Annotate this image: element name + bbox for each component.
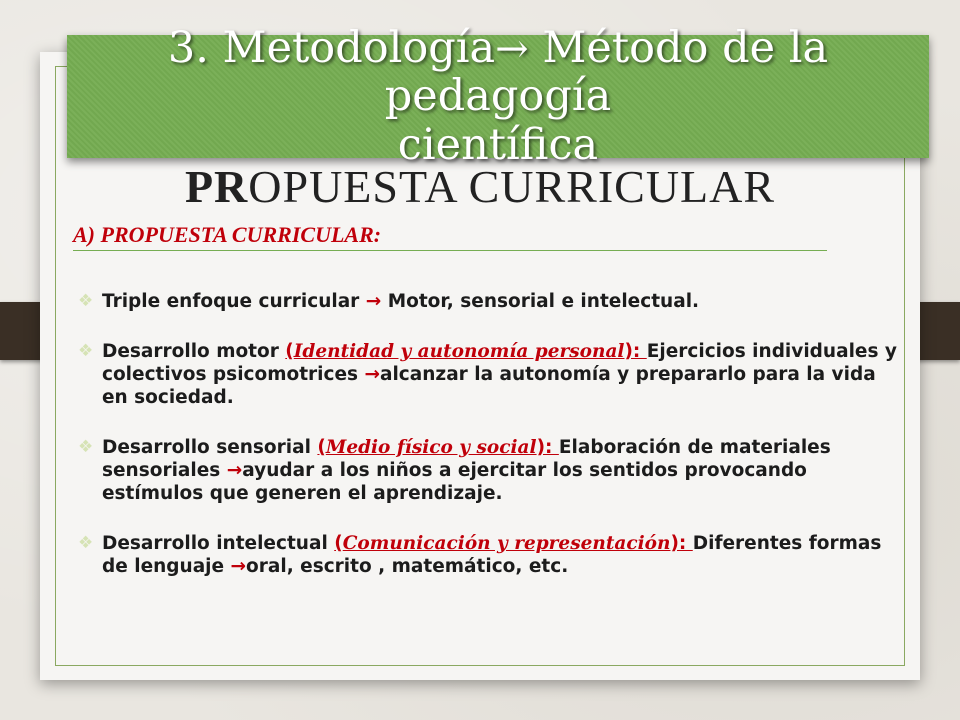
bullet-text — [102, 436, 898, 505]
diamond-bullet-icon: ❖ — [78, 437, 94, 457]
diamond-bullet-icon: ❖ — [78, 291, 94, 311]
bullet-text — [102, 340, 898, 409]
bullet-post: alcanzar la autonomía y prepararlo para la vida en sociedad. — [102, 364, 876, 408]
bullet-pre: Desarrollo sensorial — [102, 437, 318, 458]
bullet-mid: Ejercicios individuales y colectivos psicomotrices — [102, 341, 897, 385]
title-line-1 — [67, 24, 929, 120]
bullet-post: ayudar a los niños a ejercitar los sentidos provocando estímulos que generen el aprendizaje. — [102, 460, 807, 504]
diamond-bullet-icon: ❖ — [78, 533, 94, 553]
arrow-icon: → — [226, 460, 243, 481]
bullet-area-label: Medio físico y social — [325, 437, 537, 458]
bullet-area-label: Comunicación y representación — [342, 533, 671, 554]
bullet-paren-close: ): — [624, 341, 647, 362]
bullet-paren-open: ( — [285, 341, 294, 362]
bullet-item — [78, 436, 898, 505]
bullet-text — [102, 290, 898, 313]
title-arrow-icon: → — [495, 26, 529, 73]
title-text-b: Método de la pedagogía — [384, 23, 829, 122]
bullet-post: oral, escrito , matemático, etc. — [246, 556, 569, 577]
bullet-item — [78, 290, 898, 313]
section-heading — [0, 160, 960, 213]
heading-rest: OPUESTA CURRICULAR — [248, 161, 776, 212]
bullet-area-label: Identidad y autonomía personal — [293, 341, 625, 362]
bullet-pre: Desarrollo intelectual — [102, 533, 335, 554]
heading-bold: PR — [184, 161, 249, 212]
diamond-bullet-icon: ❖ — [78, 341, 94, 361]
bullet-paren-close: ): — [536, 437, 559, 458]
bullet-paren-open: ( — [334, 533, 343, 554]
arrow-icon: → — [230, 556, 247, 577]
bullet-item — [78, 532, 898, 578]
arrow-icon: → — [364, 364, 380, 385]
subheading: A) PROPUESTA CURRICULAR: — [73, 222, 827, 251]
bullet-paren-open: ( — [317, 437, 326, 458]
bullet-paren-close: ): — [670, 533, 693, 554]
bullet-text — [102, 532, 898, 578]
bullet-pre: Desarrollo motor — [102, 341, 286, 362]
bullet-item — [78, 340, 898, 409]
bullet-mid: Elaboración de materiales sensoriales — [102, 437, 831, 481]
bullet-pre: Triple enfoque curricular — [102, 291, 366, 312]
title-line-2: científica — [397, 119, 599, 170]
title-text-a: 3. Metodología — [167, 23, 496, 74]
bullet-post: Motor, sensorial e intelectual. — [381, 291, 700, 312]
bullet-list — [78, 290, 898, 605]
title-banner — [67, 23, 929, 170]
arrow-icon: → — [365, 291, 382, 312]
bullet-mid: Diferentes formas de lenguaje — [102, 533, 882, 577]
